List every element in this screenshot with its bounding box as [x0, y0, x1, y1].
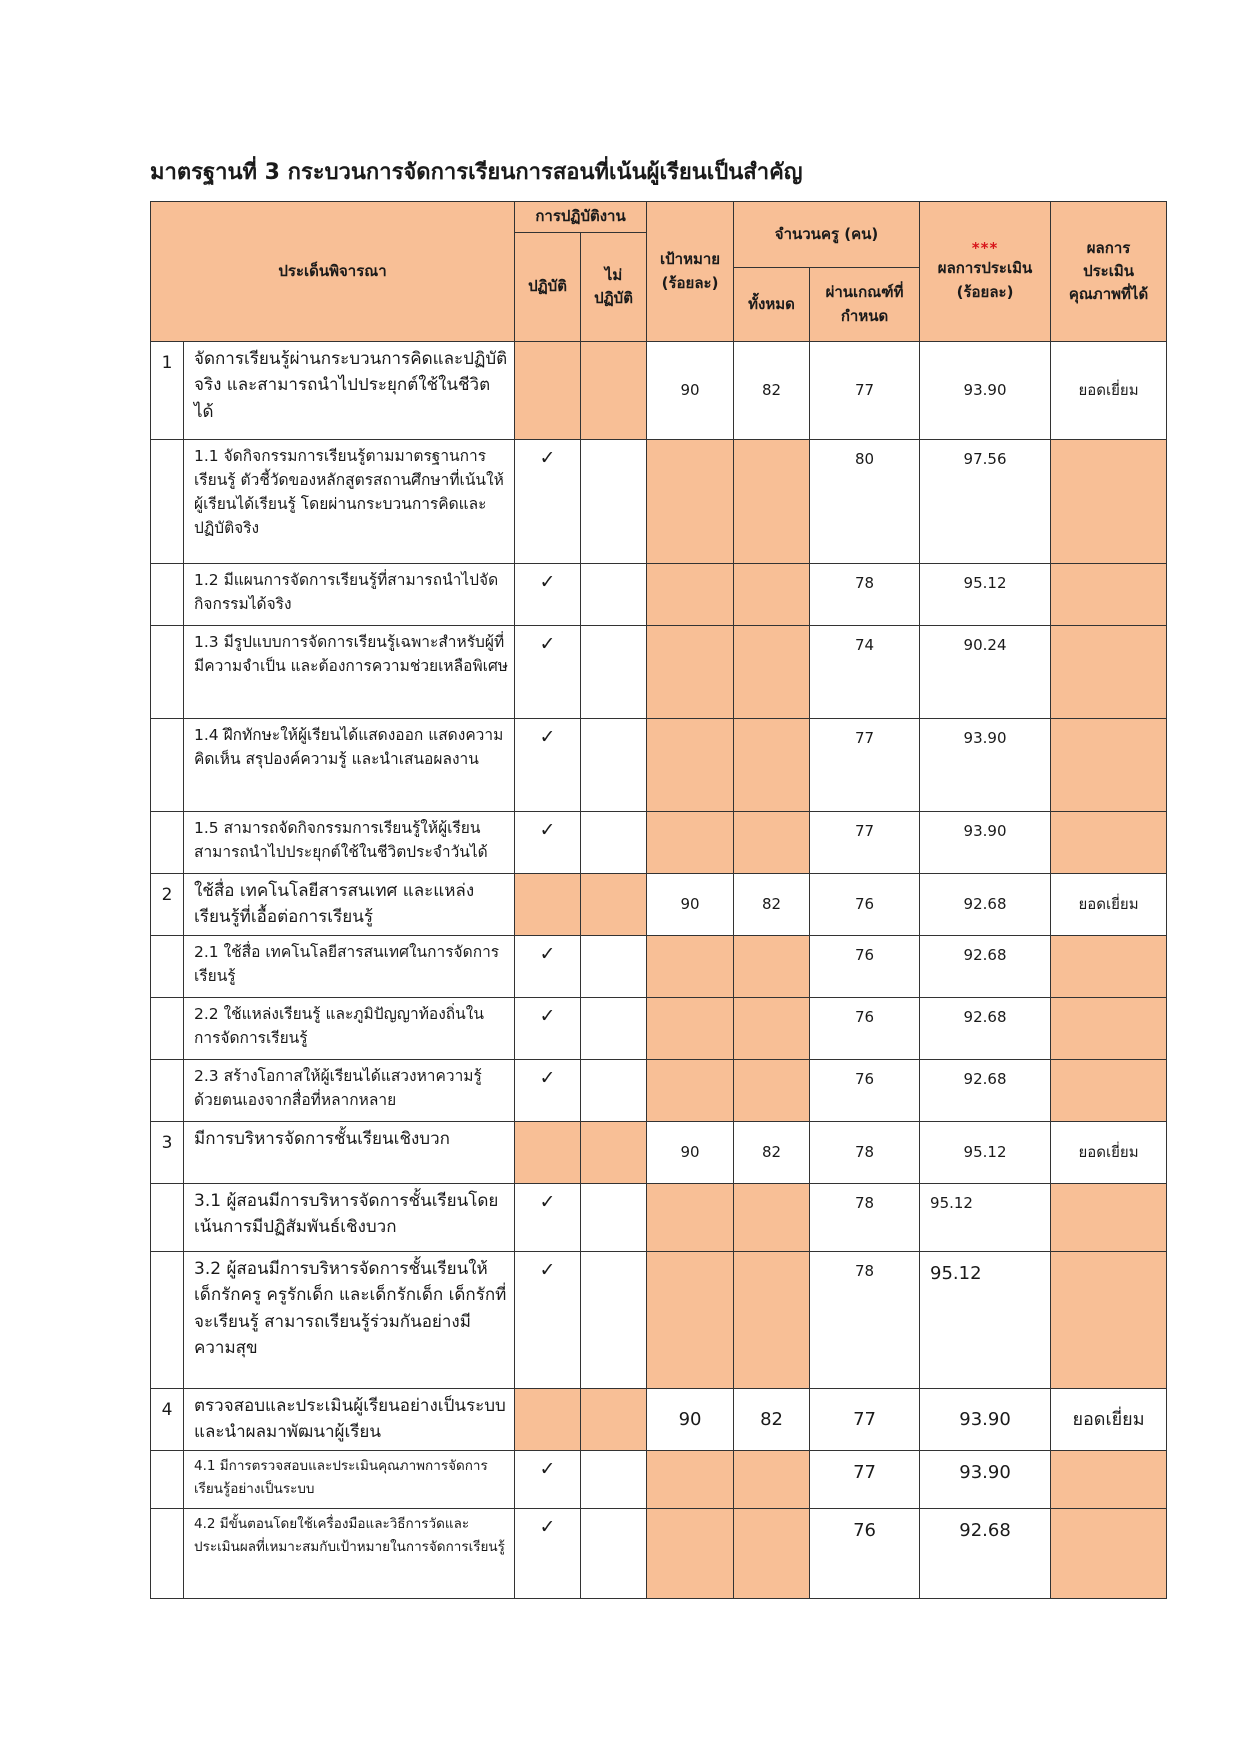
passed-value: 78 — [810, 1122, 920, 1184]
quality-value: ยอดเยี่ยม — [1051, 874, 1167, 936]
result-value: 90.24 — [920, 626, 1051, 719]
item-row — [151, 998, 1167, 1060]
practice-group-header: การปฏิบัติงาน — [515, 202, 647, 233]
item-row — [151, 440, 1167, 564]
check-mark-icon: ✓ — [515, 719, 581, 812]
not-done-cell — [581, 1389, 647, 1451]
result-value: 92.68 — [920, 1509, 1051, 1599]
item-row — [151, 812, 1167, 874]
passed-value: 76 — [810, 1060, 920, 1122]
total-header: ทั้งหมด — [734, 268, 810, 342]
group-index: 2 — [151, 874, 184, 936]
group-index: 1 — [151, 342, 184, 440]
total-value: 82 — [734, 342, 810, 440]
item-row — [151, 1184, 1167, 1252]
passed-value: 80 — [810, 440, 920, 564]
result-value: 95.12 — [920, 1122, 1051, 1184]
not-done-cell — [581, 1252, 647, 1389]
not-done-cell — [581, 1122, 647, 1184]
target-value: 90 — [647, 342, 734, 440]
target-value: 90 — [647, 1389, 734, 1451]
item-text: 2.1 ใช้สื่อ เทคโนโลยีสารสนเทศในการจัดการเรียนรู้ — [184, 936, 515, 998]
done-cell — [515, 1122, 581, 1184]
not-done-cell — [581, 874, 647, 936]
done-cell — [515, 342, 581, 440]
item-text: 1.1 จัดกิจกรรมการเรียนรู้ตามมาตรฐานการเรียนรู้ ตัวชี้วัดของหลักสูตรสถานศึกษาที่เน้นให้ผู้เรียนได้เรียนรู้ โดยผ่านกระบวนการคิดและปฏิบัติจริง — [184, 440, 515, 564]
item-text: 2.2 ใช้แหล่งเรียนรู้ และภูมิปัญญาท้องถิ่นในการจัดการเรียนรู้ — [184, 998, 515, 1060]
not-done-cell — [581, 1509, 647, 1599]
stars-mark: *** — [971, 239, 999, 258]
group-index: 3 — [151, 1122, 184, 1184]
result-value: 92.68 — [920, 1060, 1051, 1122]
item-row — [151, 936, 1167, 998]
check-mark-icon: ✓ — [515, 812, 581, 874]
quality-header: ผลการ ประเมิน คุณภาพที่ได้ — [1051, 202, 1167, 342]
passed-value: 77 — [810, 812, 920, 874]
passed-value: 76 — [810, 874, 920, 936]
quality-value: ยอดเยี่ยม — [1051, 1122, 1167, 1184]
not-done-cell — [581, 342, 647, 440]
result-value: 92.68 — [920, 936, 1051, 998]
quality-value: ยอดเยี่ยม — [1051, 1389, 1167, 1451]
not-done-cell — [581, 626, 647, 719]
group-title: จัดการเรียนรู้ผ่านกระบวนการคิดและปฏิบัติจริง และสามารถนำไปประยุกต์ใช้ในชีวิตได้ — [184, 342, 515, 440]
table-header — [151, 202, 1167, 342]
group-row — [151, 1389, 1167, 1451]
passed-value: 77 — [810, 1389, 920, 1451]
result-value: 93.90 — [920, 1451, 1051, 1509]
group-title: ใช้สื่อ เทคโนโลยีสารสนเทศ และแหล่งเรียนรู้ที่เอื้อต่อการเรียนรู้ — [184, 874, 515, 936]
result-value: 95.12 — [920, 1252, 1051, 1389]
check-mark-icon: ✓ — [515, 1451, 581, 1509]
check-mark-icon: ✓ — [515, 1060, 581, 1122]
result-value: 93.90 — [920, 812, 1051, 874]
result-value: 93.90 — [920, 719, 1051, 812]
group-row — [151, 874, 1167, 936]
group-title: ตรวจสอบและประเมินผู้เรียนอย่างเป็นระบบ และนำผลมาพัฒนาผู้เรียน — [184, 1389, 515, 1451]
not-done-header: ไม่ ปฏิบัติ — [581, 233, 647, 342]
item-text: 2.3 สร้างโอกาสให้ผู้เรียนได้แสวงหาความรู้ด้วยตนเองจากสื่อที่หลากหลาย — [184, 1060, 515, 1122]
not-done-cell — [581, 1451, 647, 1509]
topic-header: ประเด็นพิจารณา — [151, 202, 515, 342]
group-row — [151, 342, 1167, 440]
passed-value: 78 — [810, 1184, 920, 1252]
not-done-cell — [581, 1060, 647, 1122]
page-title: มาตรฐานที่ 3 กระบวนการจัดการเรียนการสอนที่เน้นผู้เรียนเป็นสำคัญ — [150, 160, 803, 185]
item-text: 4.1 มีการตรวจสอบและประเมินคุณภาพการจัดการเรียนรู้อย่างเป็นระบบ — [184, 1451, 515, 1509]
check-mark-icon: ✓ — [515, 564, 581, 626]
item-row — [151, 564, 1167, 626]
item-text: 1.2 มีแผนการจัดการเรียนรู้ที่สามารถนำไปจัดกิจกรรมได้จริง — [184, 564, 515, 626]
passed-value: 76 — [810, 1509, 920, 1599]
total-value: 82 — [734, 1389, 810, 1451]
item-row — [151, 1509, 1167, 1599]
check-mark-icon: ✓ — [515, 1252, 581, 1389]
item-row — [151, 626, 1167, 719]
group-row — [151, 1122, 1167, 1184]
teachers-group-header: จำนวนครู (คน) — [734, 202, 920, 268]
not-done-cell — [581, 998, 647, 1060]
item-text: 1.5 สามารถจัดกิจกรรมการเรียนรู้ให้ผู้เรียนสามารถนำไปประยุกต์ใช้ในชีวิตประจำวันได้ — [184, 812, 515, 874]
target-value: 90 — [647, 1122, 734, 1184]
item-text: 1.3 มีรูปแบบการจัดการเรียนรู้เฉพาะสำหรับผู้ที่มีความจำเป็น และต้องการความช่วยเหลือพิเศษ — [184, 626, 515, 719]
item-text: 3.2 ผู้สอนมีการบริหารจัดการชั้นเรียนให้เด็กรักครู ครูรักเด็ก และเด็กรักเด็ก เด็กรักที่จะเรียนรู้ สามารถเรียนรู้ร่วมกันอย่างมีความสุข — [184, 1252, 515, 1389]
result-value: 97.56 — [920, 440, 1051, 564]
check-mark-icon: ✓ — [515, 936, 581, 998]
passed-value: 78 — [810, 564, 920, 626]
group-title: มีการบริหารจัดการชั้นเรียนเชิงบวก — [184, 1122, 515, 1184]
check-mark-icon: ✓ — [515, 626, 581, 719]
passed-header: ผ่านเกณฑ์ที่ กำหนด — [810, 268, 920, 342]
result-value: 93.90 — [920, 342, 1051, 440]
item-text: 4.2 มีขั้นตอนโดยใช้เครื่องมือและวิธีการวัดและประเมินผลที่เหมาะสมกับเป้าหมายในการจัดการเรียนรู้ — [184, 1509, 515, 1599]
result-value: 95.12 — [920, 564, 1051, 626]
passed-value: 76 — [810, 998, 920, 1060]
total-value: 82 — [734, 1122, 810, 1184]
check-mark-icon: ✓ — [515, 998, 581, 1060]
done-cell — [515, 874, 581, 936]
item-row — [151, 1252, 1167, 1389]
passed-value: 78 — [810, 1252, 920, 1389]
not-done-cell — [581, 812, 647, 874]
total-value: 82 — [734, 874, 810, 936]
passed-value: 77 — [810, 719, 920, 812]
done-cell — [515, 1389, 581, 1451]
passed-value: 77 — [810, 342, 920, 440]
result-value: 92.68 — [920, 874, 1051, 936]
check-mark-icon: ✓ — [515, 1184, 581, 1252]
passed-value: 74 — [810, 626, 920, 719]
not-done-cell — [581, 1184, 647, 1252]
passed-value: 76 — [810, 936, 920, 998]
result-value: 92.68 — [920, 998, 1051, 1060]
group-index: 4 — [151, 1389, 184, 1451]
not-done-cell — [581, 936, 647, 998]
target-value: 90 — [647, 874, 734, 936]
not-done-cell — [581, 440, 647, 564]
check-mark-icon: ✓ — [515, 440, 581, 564]
quality-value: ยอดเยี่ยม — [1051, 342, 1167, 440]
done-header: ปฏิบัติ — [515, 233, 581, 342]
check-mark-icon: ✓ — [515, 1509, 581, 1599]
item-row — [151, 1060, 1167, 1122]
not-done-cell — [581, 564, 647, 626]
item-row — [151, 1451, 1167, 1509]
table-body — [151, 342, 1167, 1599]
passed-value: 77 — [810, 1451, 920, 1509]
result-value: 93.90 — [920, 1389, 1051, 1451]
item-text: 3.1 ผู้สอนมีการบริหารจัดการชั้นเรียนโดยเน้นการมีปฏิสัมพันธ์เชิงบวก — [184, 1184, 515, 1252]
target-header: เป้าหมาย (ร้อยละ) — [647, 202, 734, 342]
item-text: 1.4 ฝึกทักษะให้ผู้เรียนได้แสดงออก แสดงความคิดเห็น สรุปองค์ความรู้ และนำเสนอผลงาน — [184, 719, 515, 812]
result-header: *** ผลการประเมิน (ร้อยละ) — [920, 202, 1051, 342]
not-done-cell — [581, 719, 647, 812]
standard-3-table — [150, 201, 1167, 1599]
result-value: 95.12 — [920, 1184, 1051, 1252]
item-row — [151, 719, 1167, 812]
